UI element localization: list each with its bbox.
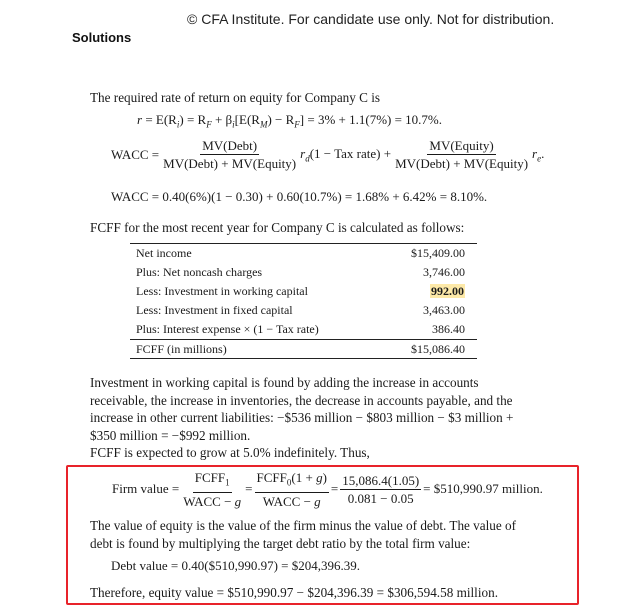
equals-sign: = [245, 481, 253, 497]
text-line: increase in other current liabilities: −$536 million − $803 million − $3 million + [90, 410, 514, 425]
equals-sign: = [330, 481, 339, 497]
wacc-equity-numerator: MV(Equity) [429, 138, 494, 153]
wacc-equity-denominator: MV(Debt) + MV(Equity) [395, 156, 529, 171]
copyright-header: © CFA Institute. For candidate use only. Not for distribution. [187, 11, 555, 27]
firm-fraction-3 [340, 473, 421, 506]
text-line: The value of equity is the value of the firm minus the value of debt. The value of [90, 518, 517, 533]
equation-wacc-calculation: WACC = 0.40(6%)(1 − 0.30) + 0.60(10.7%) = 1.68% + 6.42% = 8.10%. [111, 189, 488, 204]
eq-r-lhs: r [137, 112, 143, 127]
eq-r-sub2: F [206, 119, 212, 130]
paragraph-equity-value [90, 517, 516, 552]
firm-fraction-1-denominator [181, 493, 243, 509]
row-value: $15,086.40 [411, 342, 465, 356]
row-label: FCFF (in millions) [136, 342, 227, 356]
firm-fraction-2-denominator [261, 493, 323, 509]
paragraph-required-return: The required rate of return on equity for Company C is [90, 90, 381, 105]
highlighted-value: 992.00 [431, 284, 464, 298]
firm-value-lhs: Firm value = [112, 481, 180, 497]
row-label: Less: Investment in fixed capital [136, 303, 293, 317]
wacc-re-sub: e [537, 153, 542, 164]
firm-fraction-2 [255, 470, 329, 509]
eq-r-tail: ] = 3% + 1.1(7%) = 10.7%. [299, 112, 443, 127]
fcff-label: FCFF [194, 470, 226, 485]
eq-r-sub1: i [176, 119, 180, 130]
row-label: Less: Investment in working capital [136, 284, 308, 298]
wacc-debt-numerator: MV(Debt) [202, 138, 258, 153]
wacc-minus: WACC − [183, 493, 235, 509]
wacc-lhs: WACC = [111, 146, 160, 162]
text-line: debt is found by multiplying the target debt ratio by the total firm value: [90, 535, 471, 551]
text-line: receivable, the increase in inventories, the decrease in accounts payable, and the [90, 392, 513, 408]
wacc-debt-fraction [161, 138, 298, 171]
wacc-rd: r [300, 145, 306, 161]
wacc-tax-term: (1 − Tax rate) + [309, 145, 392, 161]
eq-r-part5: ) − R [267, 112, 295, 127]
text-line: $350 million = −$992 million. [90, 427, 251, 443]
row-label: Plus: Interest expense × (1 − Tax rate) [136, 322, 319, 336]
eq-r-sub4: M [259, 119, 268, 130]
firm-fraction-1 [181, 470, 243, 509]
paragraph-working-capital [90, 374, 513, 444]
wacc-equity-fraction [393, 138, 530, 171]
paragraph-growth: FCFF is expected to grow at 5.0% indefinitely. Thus, [90, 445, 370, 460]
row-value: 3,746.00 [423, 265, 465, 279]
equation-required-return [137, 112, 442, 130]
eq-r-sub3: i [232, 119, 235, 130]
table-row [130, 301, 477, 320]
eq-r-sub5: F [294, 119, 300, 130]
close-paren: ) [322, 470, 327, 485]
equation-debt-value: Debt value = 0.40($510,990.97) = $204,396.39. [111, 558, 360, 573]
table-row [130, 282, 477, 301]
fcff-sub: 0 [286, 477, 292, 488]
equation-equity-value: Therefore, equity value = $510,990.97 − $204,396.39 = $306,594.58 million. [90, 585, 498, 600]
wacc-rd-sub: d [305, 153, 310, 164]
row-label: Net income [136, 246, 192, 260]
one-plus: (1 + [291, 470, 317, 485]
growth-g: g [316, 470, 323, 485]
fcff-sub: 1 [225, 477, 230, 488]
row-value-highlight [430, 282, 465, 301]
equation-firm-value [112, 470, 543, 509]
wacc-debt-denominator: MV(Debt) + MV(Equity) [163, 156, 297, 171]
fcff-label: FCFF [256, 470, 287, 485]
firm-fraction-2-numerator [255, 470, 329, 493]
row-value: 386.40 [432, 322, 465, 336]
section-title: Solutions [72, 30, 132, 45]
equation-wacc-formula [111, 138, 544, 171]
firm-fraction-3-numerator: 15,086.4(1.05) [342, 472, 420, 488]
table-row [130, 244, 477, 263]
wacc-end-period: . [541, 145, 545, 161]
table-row [130, 263, 477, 282]
row-value: 3,463.00 [423, 303, 465, 317]
eq-r-part4: [E(R [234, 112, 260, 127]
text-line: Investment in working capital is found by adding the increase in accounts [90, 375, 479, 390]
table-row [130, 320, 477, 339]
wacc-minus: WACC − [262, 493, 315, 509]
firm-fraction-1-numerator [193, 470, 232, 493]
wacc-re: r [532, 145, 538, 161]
row-value: $15,409.00 [411, 246, 465, 260]
fcff-table [130, 243, 477, 359]
eq-r-part3: + β [211, 112, 233, 127]
growth-g: g [314, 493, 321, 509]
row-label: Plus: Net noncash charges [136, 265, 263, 279]
paragraph-fcff-intro: FCFF for the most recent year for Company C is calculated as follows: [90, 220, 465, 235]
firm-value-result: = $510,990.97 million. [423, 481, 543, 497]
eq-r-part2: ) = R [179, 112, 207, 127]
growth-g: g [234, 493, 242, 509]
table-total-row [130, 339, 477, 359]
eq-r-part1: = E(R [145, 112, 177, 127]
firm-fraction-3-denominator: 0.081 − 0.05 [347, 490, 414, 506]
